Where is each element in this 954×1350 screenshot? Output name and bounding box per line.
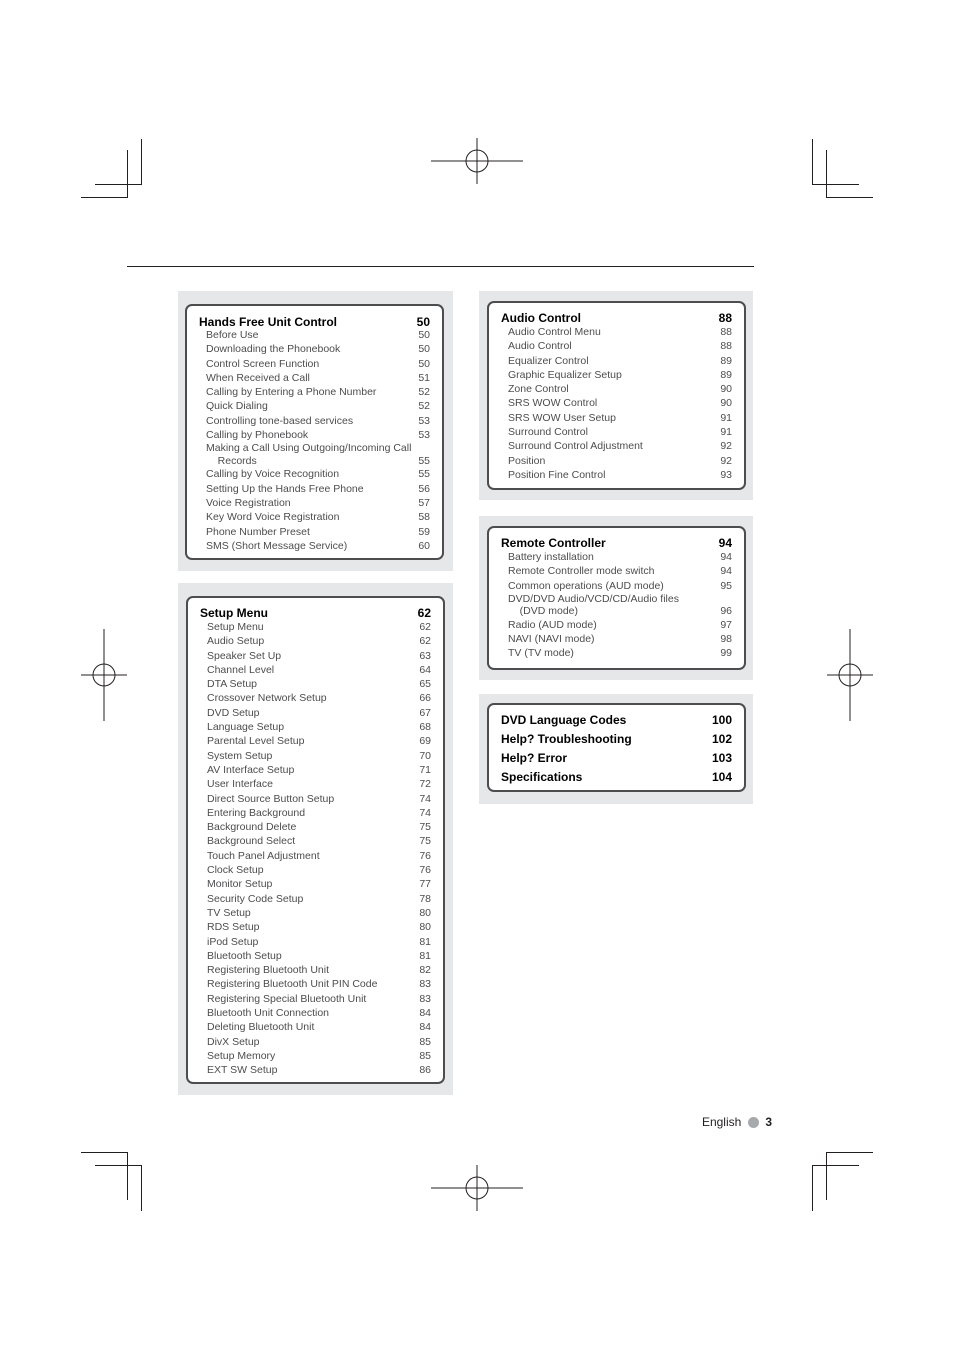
- toc-item[interactable]: Common operations (AUD mode) 95: [508, 579, 732, 592]
- toc-item[interactable]: iPod Setup 81: [207, 935, 431, 948]
- toc-item[interactable]: DVD Setup 67: [207, 706, 431, 719]
- section-title[interactable]: Setup Menu: [200, 606, 268, 620]
- toc-item[interactable]: Help? Error 103: [501, 751, 732, 765]
- page-number: 3: [765, 1115, 772, 1129]
- toc-item[interactable]: Setup Memory 85: [207, 1049, 431, 1062]
- toc-item[interactable]: NAVI (NAVI mode) 98: [508, 633, 732, 646]
- header-rule: [127, 266, 754, 267]
- toc-item[interactable]: Clock Setup 76: [207, 864, 431, 877]
- toc-item[interactable]: Registering Bluetooth Unit 82: [207, 964, 431, 977]
- setup-menu-items: [207, 620, 431, 1078]
- toc-item[interactable]: User Interface 72: [207, 778, 431, 791]
- toc-item[interactable]: AV Interface Setup 71: [207, 763, 431, 776]
- toc-item[interactable]: Specifications 104: [501, 770, 732, 784]
- toc-item[interactable]: Crossover Network Setup 66: [207, 692, 431, 705]
- toc-item[interactable]: Bluetooth Unit Connection 84: [207, 1007, 431, 1020]
- toc-item[interactable]: Surround Control Adjustment 92: [508, 440, 732, 453]
- section-page: 88: [718, 311, 732, 325]
- section-title[interactable]: Hands Free Unit Control: [199, 315, 338, 329]
- toc-item[interactable]: Calling by Entering a Phone Number 52: [206, 386, 430, 399]
- misc-section: [487, 703, 746, 792]
- toc-item[interactable]: Entering Background 74: [207, 806, 431, 819]
- section-page: 94: [718, 536, 732, 550]
- bullet-dot-icon: [748, 1117, 759, 1128]
- toc-item[interactable]: Audio Control 88: [508, 340, 732, 353]
- toc-item[interactable]: Making a Call Using Outgoing/Incoming Call Records 55: [206, 442, 430, 467]
- hands-free-items: [206, 328, 430, 553]
- toc-item[interactable]: Setup Menu 62: [207, 621, 431, 633]
- toc-item[interactable]: Channel Level 64: [207, 663, 431, 676]
- toc-item[interactable]: Speaker Set Up 63: [207, 649, 431, 662]
- toc-item[interactable]: Downloading the Phonebook 50: [206, 343, 430, 356]
- toc-item[interactable]: Language Setup 68: [207, 721, 431, 734]
- toc-item[interactable]: Security Code Setup 78: [207, 892, 431, 905]
- toc-item[interactable]: Quick Dialing 52: [206, 400, 430, 413]
- section-page: 50: [416, 315, 430, 329]
- hands-free-section: [185, 304, 444, 560]
- toc-item[interactable]: DivX Setup 85: [207, 1035, 431, 1048]
- toc-item[interactable]: Registering Bluetooth Unit PIN Code 83: [207, 978, 431, 991]
- audio-control-items: [508, 325, 732, 482]
- toc-item[interactable]: Touch Panel Adjustment 76: [207, 849, 431, 862]
- toc-item[interactable]: Graphic Equalizer Setup 89: [508, 368, 732, 381]
- toc-item[interactable]: Remote Controller mode switch 94: [508, 565, 732, 578]
- toc-item[interactable]: Controlling tone-based services 53: [206, 414, 430, 427]
- misc-items: [501, 711, 732, 787]
- setup-menu-section: [186, 596, 445, 1084]
- toc-item[interactable]: Calling by Voice Recognition 55: [206, 468, 430, 481]
- audio-control-section: [487, 301, 746, 490]
- toc-item[interactable]: Key Word Voice Registration 58: [206, 511, 430, 524]
- toc-item[interactable]: DVD Language Codes 100: [501, 713, 732, 727]
- toc-item[interactable]: Monitor Setup 77: [207, 878, 431, 891]
- toc-item[interactable]: Before Use 50: [206, 329, 430, 341]
- remote-items: [508, 550, 732, 661]
- toc-item[interactable]: Zone Control 90: [508, 383, 732, 396]
- toc-item[interactable]: Background Select 75: [207, 835, 431, 848]
- toc-item[interactable]: Parental Level Setup 69: [207, 735, 431, 748]
- toc-item[interactable]: System Setup 70: [207, 749, 431, 762]
- toc-item[interactable]: Position Fine Control 93: [508, 468, 732, 481]
- toc-item[interactable]: Radio (AUD mode) 97: [508, 618, 732, 631]
- toc-item[interactable]: DTA Setup 65: [207, 678, 431, 691]
- toc-item[interactable]: Deleting Bluetooth Unit 84: [207, 1021, 431, 1034]
- toc-item[interactable]: Battery installation 94: [508, 551, 732, 563]
- toc-item[interactable]: Phone Number Preset 59: [206, 525, 430, 538]
- toc-item[interactable]: RDS Setup 80: [207, 921, 431, 934]
- toc-item[interactable]: Audio Setup 62: [207, 635, 431, 648]
- toc-item[interactable]: Help? Troubleshooting 102: [501, 732, 732, 746]
- footer-language: English: [701, 1115, 742, 1129]
- section-title[interactable]: Remote Controller: [501, 536, 606, 550]
- toc-item[interactable]: Registering Special Bluetooth Unit 83: [207, 992, 431, 1005]
- toc-item[interactable]: DVD/DVD Audio/VCD/CD/Audio files (DVD mode) 96: [508, 592, 732, 618]
- toc-item[interactable]: Bluetooth Setup 81: [207, 949, 431, 962]
- toc-item[interactable]: EXT SW Setup 86: [207, 1064, 431, 1077]
- toc-item[interactable]: Position 92: [508, 454, 732, 467]
- toc-item[interactable]: Direct Source Button Setup 74: [207, 792, 431, 805]
- toc-item[interactable]: SRS WOW User Setup 91: [508, 411, 732, 424]
- toc-item[interactable]: Calling by Phonebook 53: [206, 429, 430, 442]
- toc-item[interactable]: Control Screen Function 50: [206, 357, 430, 370]
- toc-item[interactable]: Setting Up the Hands Free Phone 56: [206, 482, 430, 495]
- section-page: 62: [417, 606, 431, 620]
- toc-item[interactable]: TV (TV mode) 99: [508, 647, 732, 660]
- toc-item[interactable]: Background Delete 75: [207, 821, 431, 834]
- toc-item[interactable]: Audio Control Menu 88: [508, 326, 732, 338]
- toc-item[interactable]: SMS (Short Message Service) 60: [206, 539, 430, 552]
- toc-item[interactable]: SRS WOW Control 90: [508, 397, 732, 410]
- toc-item[interactable]: TV Setup 80: [207, 906, 431, 919]
- remote-controller-section: [487, 526, 746, 670]
- section-title[interactable]: Audio Control: [501, 311, 581, 325]
- toc-item[interactable]: Surround Control 91: [508, 426, 732, 439]
- toc-item[interactable]: Voice Registration 57: [206, 496, 430, 509]
- toc-item[interactable]: When Received a Call 51: [206, 371, 430, 384]
- page-footer: [702, 1115, 772, 1129]
- toc-item[interactable]: Equalizer Control 89: [508, 354, 732, 367]
